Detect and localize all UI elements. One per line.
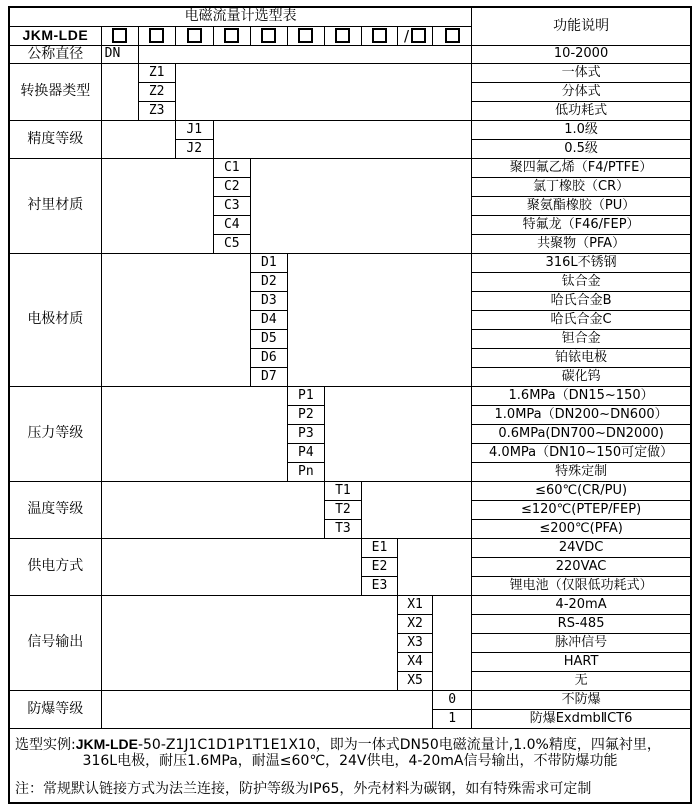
option-code: D5 <box>250 329 287 348</box>
option-code: Pn <box>287 462 324 481</box>
spacer-cell <box>138 45 471 63</box>
checkbox-icon <box>372 28 387 43</box>
option-desc: 聚四氟乙烯（F4/PTFE） <box>472 158 691 177</box>
option-code: Z1 <box>138 63 175 82</box>
section-label-temperature: 温度等级 <box>9 481 101 538</box>
option-code: DN <box>101 45 138 63</box>
option-desc: ≤60℃(CR/PU) <box>472 481 691 500</box>
checkbox-cell-slash <box>398 26 433 45</box>
spacer-cell <box>101 481 324 538</box>
checkbox-cell <box>361 26 397 45</box>
option-desc: 一体式 <box>472 63 691 82</box>
checkbox-cell <box>250 26 287 45</box>
option-desc: 4-20mA <box>472 595 691 614</box>
option-desc: 1.0级 <box>472 120 691 139</box>
option-code: Z3 <box>138 101 175 120</box>
spacer-cell <box>101 158 213 253</box>
option-code: J1 <box>175 120 213 139</box>
checkbox-cell <box>175 26 213 45</box>
checkbox-icon <box>335 28 350 43</box>
function-column-header: 功能说明 <box>472 7 691 45</box>
option-desc: 防爆ExdmbⅡCT6 <box>472 709 691 728</box>
slash-separator: / <box>403 26 410 45</box>
spacer-cell <box>101 253 250 386</box>
checkbox-cell <box>324 26 361 45</box>
section-label-explosion: 防爆等级 <box>9 690 101 728</box>
option-code: P1 <box>287 386 324 405</box>
footer-notes <box>9 728 691 803</box>
option-code: X3 <box>398 633 433 652</box>
option-code: D2 <box>250 272 287 291</box>
option-code: T3 <box>324 519 361 538</box>
default-config-note: 注：常规默认链接方式为法兰连接，防护等级为IP65，外壳材料为碳钢，如有特殊需求可定制 <box>15 781 592 798</box>
checkbox-icon <box>187 28 202 43</box>
option-desc: 铂铱电极 <box>472 348 691 367</box>
spacer-cell <box>101 120 175 158</box>
option-code: D7 <box>250 367 287 386</box>
spacer-cell <box>324 386 471 481</box>
selection-example-line1 <box>15 736 685 754</box>
selection-example-line2: 316L电极，耐压1.6MPa，耐温≤60℃，24V供电，4-20mA信号输出，不带防爆功能 <box>82 753 618 770</box>
option-code: X1 <box>398 595 433 614</box>
option-code: E1 <box>361 538 397 557</box>
spacer-cell <box>250 158 471 253</box>
section-label-electrode: 电极材质 <box>9 253 101 386</box>
checkbox-icon <box>411 28 426 43</box>
option-desc: HART <box>472 652 691 671</box>
option-desc: 锂电池（仅限低功耗式） <box>472 576 691 595</box>
option-desc: 低功耗式 <box>472 101 691 120</box>
section-label-signal: 信号输出 <box>9 595 101 690</box>
option-code: D3 <box>250 291 287 310</box>
spacer-cell <box>433 595 472 690</box>
checkbox-icon <box>112 28 127 43</box>
option-desc: 分体式 <box>472 82 691 101</box>
option-code: X2 <box>398 614 433 633</box>
option-code: P4 <box>287 443 324 462</box>
checkbox-cell <box>433 26 472 45</box>
spacer-cell <box>101 595 397 690</box>
option-code: X4 <box>398 652 433 671</box>
option-desc: 钛合金 <box>472 272 691 291</box>
checkbox-cell <box>101 26 138 45</box>
option-desc: 220VAC <box>472 557 691 576</box>
option-desc: ≤120℃(PTEP/FEP) <box>472 500 691 519</box>
spacer-cell <box>101 538 361 595</box>
option-desc: 0.6MPa(DN700~DN2000) <box>472 424 691 443</box>
option-desc: 哈氏合金C <box>472 310 691 329</box>
checkbox-cell <box>138 26 175 45</box>
option-code: D6 <box>250 348 287 367</box>
option-code: X5 <box>398 671 433 690</box>
option-desc: 1.6MPa（DN15~150） <box>472 386 691 405</box>
example-prefix: 选型实例: <box>15 736 76 753</box>
option-desc: 脉冲信号 <box>472 633 691 652</box>
option-code: 1 <box>433 709 472 728</box>
example-rest: -50-Z1J1C1D1P1T1E1X10，即为一体式DN50电磁流量计,1.0%精度，四氟衬里， <box>137 736 661 753</box>
option-desc: RS-485 <box>472 614 691 633</box>
option-desc: 不防爆 <box>472 690 691 709</box>
checkbox-icon <box>298 28 313 43</box>
checkbox-icon <box>149 28 164 43</box>
option-code: P2 <box>287 405 324 424</box>
checkbox-icon <box>261 28 276 43</box>
table-title: 电磁流量计选型表 <box>9 7 472 26</box>
option-code: C4 <box>213 215 250 234</box>
option-desc: 10-2000 <box>472 45 691 63</box>
section-label-liner: 衬里材质 <box>9 158 101 253</box>
option-code: 0 <box>433 690 472 709</box>
option-code: E3 <box>361 576 397 595</box>
option-code: P3 <box>287 424 324 443</box>
example-model-code: JKM-LDE <box>75 735 138 752</box>
option-code: D4 <box>250 310 287 329</box>
option-desc: 24VDC <box>472 538 691 557</box>
option-code: C1 <box>213 158 250 177</box>
option-code: E2 <box>361 557 397 576</box>
option-code: D1 <box>250 253 287 272</box>
spacer-cell <box>101 63 138 120</box>
section-label-diameter: 公称直径 <box>9 45 101 63</box>
spacer-cell <box>398 538 472 595</box>
option-desc: 无 <box>472 671 691 690</box>
section-label-pressure: 压力等级 <box>9 386 101 481</box>
checkbox-icon <box>445 28 460 43</box>
option-desc: 碳化钨 <box>472 367 691 386</box>
section-label-converter: 转换器类型 <box>9 63 101 120</box>
option-desc: 聚氨酯橡胶（PU） <box>472 196 691 215</box>
option-code: C5 <box>213 234 250 253</box>
option-desc: 316L不锈钢 <box>472 253 691 272</box>
option-desc: 0.5级 <box>472 139 691 158</box>
spacer-cell <box>287 253 471 386</box>
option-code: C3 <box>213 196 250 215</box>
option-code: J2 <box>175 139 213 158</box>
option-code: T1 <box>324 481 361 500</box>
option-code: T2 <box>324 500 361 519</box>
spacer-cell <box>175 63 471 120</box>
checkbox-cell <box>287 26 324 45</box>
option-code: Z2 <box>138 82 175 101</box>
option-desc: ≤200℃(PFA) <box>472 519 691 538</box>
option-desc: 特殊定制 <box>472 462 691 481</box>
option-desc: 哈氏合金B <box>472 291 691 310</box>
option-desc: 特氟龙（F46/FEP） <box>472 215 691 234</box>
checkbox-icon <box>224 28 239 43</box>
spacer-cell <box>213 120 471 158</box>
option-desc: 1.0MPa（DN200~DN600） <box>472 405 691 424</box>
checkbox-cell <box>213 26 250 45</box>
spacer-cell <box>101 386 287 481</box>
option-desc: 钽合金 <box>472 329 691 348</box>
option-desc: 氯丁橡胶（CR） <box>472 177 691 196</box>
spacer-cell <box>361 481 471 538</box>
section-label-power: 供电方式 <box>9 538 101 595</box>
model-code: JKM-LDE <box>9 26 101 45</box>
option-desc: 4.0MPa（DN10~150可定做） <box>472 443 691 462</box>
option-code: C2 <box>213 177 250 196</box>
spacer-cell <box>101 690 432 728</box>
option-desc: 共聚物（PFA） <box>472 234 691 253</box>
section-label-accuracy: 精度等级 <box>9 120 101 158</box>
selection-table <box>8 6 692 804</box>
